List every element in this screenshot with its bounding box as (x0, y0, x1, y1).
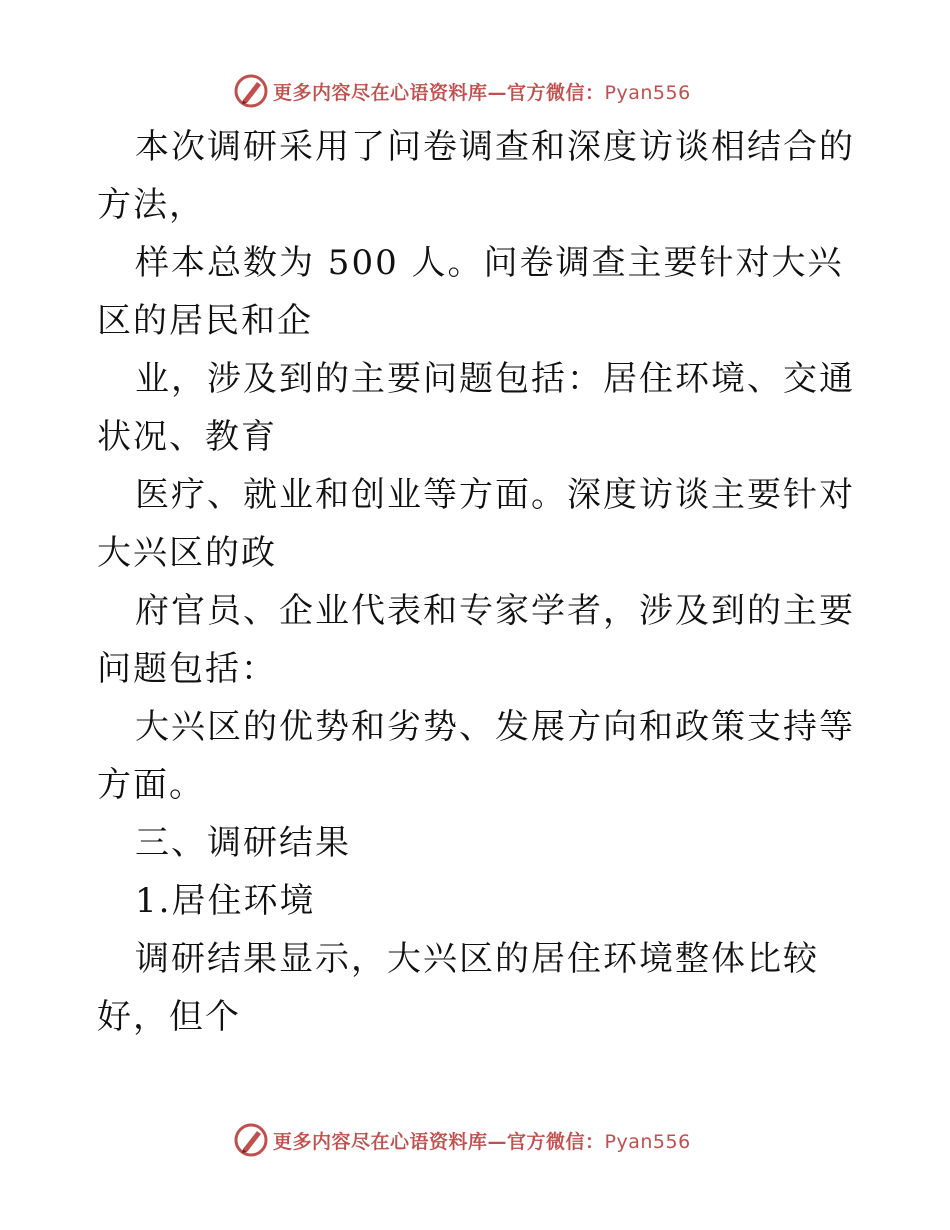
paragraph: 医疗、就业和创业等方面。深度访谈主要针对大兴区的政 (97, 475, 855, 573)
header-watermark (233, 73, 691, 109)
paragraph: 大兴区的优势和劣势、发展方向和政策支持等方面。 (97, 707, 855, 805)
paragraph: 业，涉及到的主要问题包括：居住环境、交通状况、教育 (97, 359, 855, 457)
pen-logo-icon (233, 1122, 269, 1158)
subsection-heading: 1.居住环境 (135, 881, 316, 921)
pen-logo-icon (233, 73, 269, 109)
watermark-text: 更多内容尽在心语资料库—官方微信： (273, 1130, 605, 1153)
document-body (97, 118, 857, 1046)
watermark-handle: Pyan556 (604, 81, 691, 104)
paragraph: 样本总数为 500 人。问卷调查主要针对大兴区的居民和企 (97, 243, 844, 341)
footer-watermark (233, 1122, 691, 1158)
watermark-text: 更多内容尽在心语资料库—官方微信： (273, 81, 605, 104)
section-heading: 三、调研结果 (135, 823, 351, 863)
paragraph: 府官员、企业代表和专家学者，涉及到的主要问题包括： (97, 591, 855, 689)
watermark-handle: Pyan556 (604, 1130, 691, 1153)
paragraph: 本次调研采用了问卷调查和深度访谈相结合的方法， (97, 127, 855, 225)
paragraph: 调研结果显示，大兴区的居住环境整体比较好，但个 (97, 939, 819, 1037)
